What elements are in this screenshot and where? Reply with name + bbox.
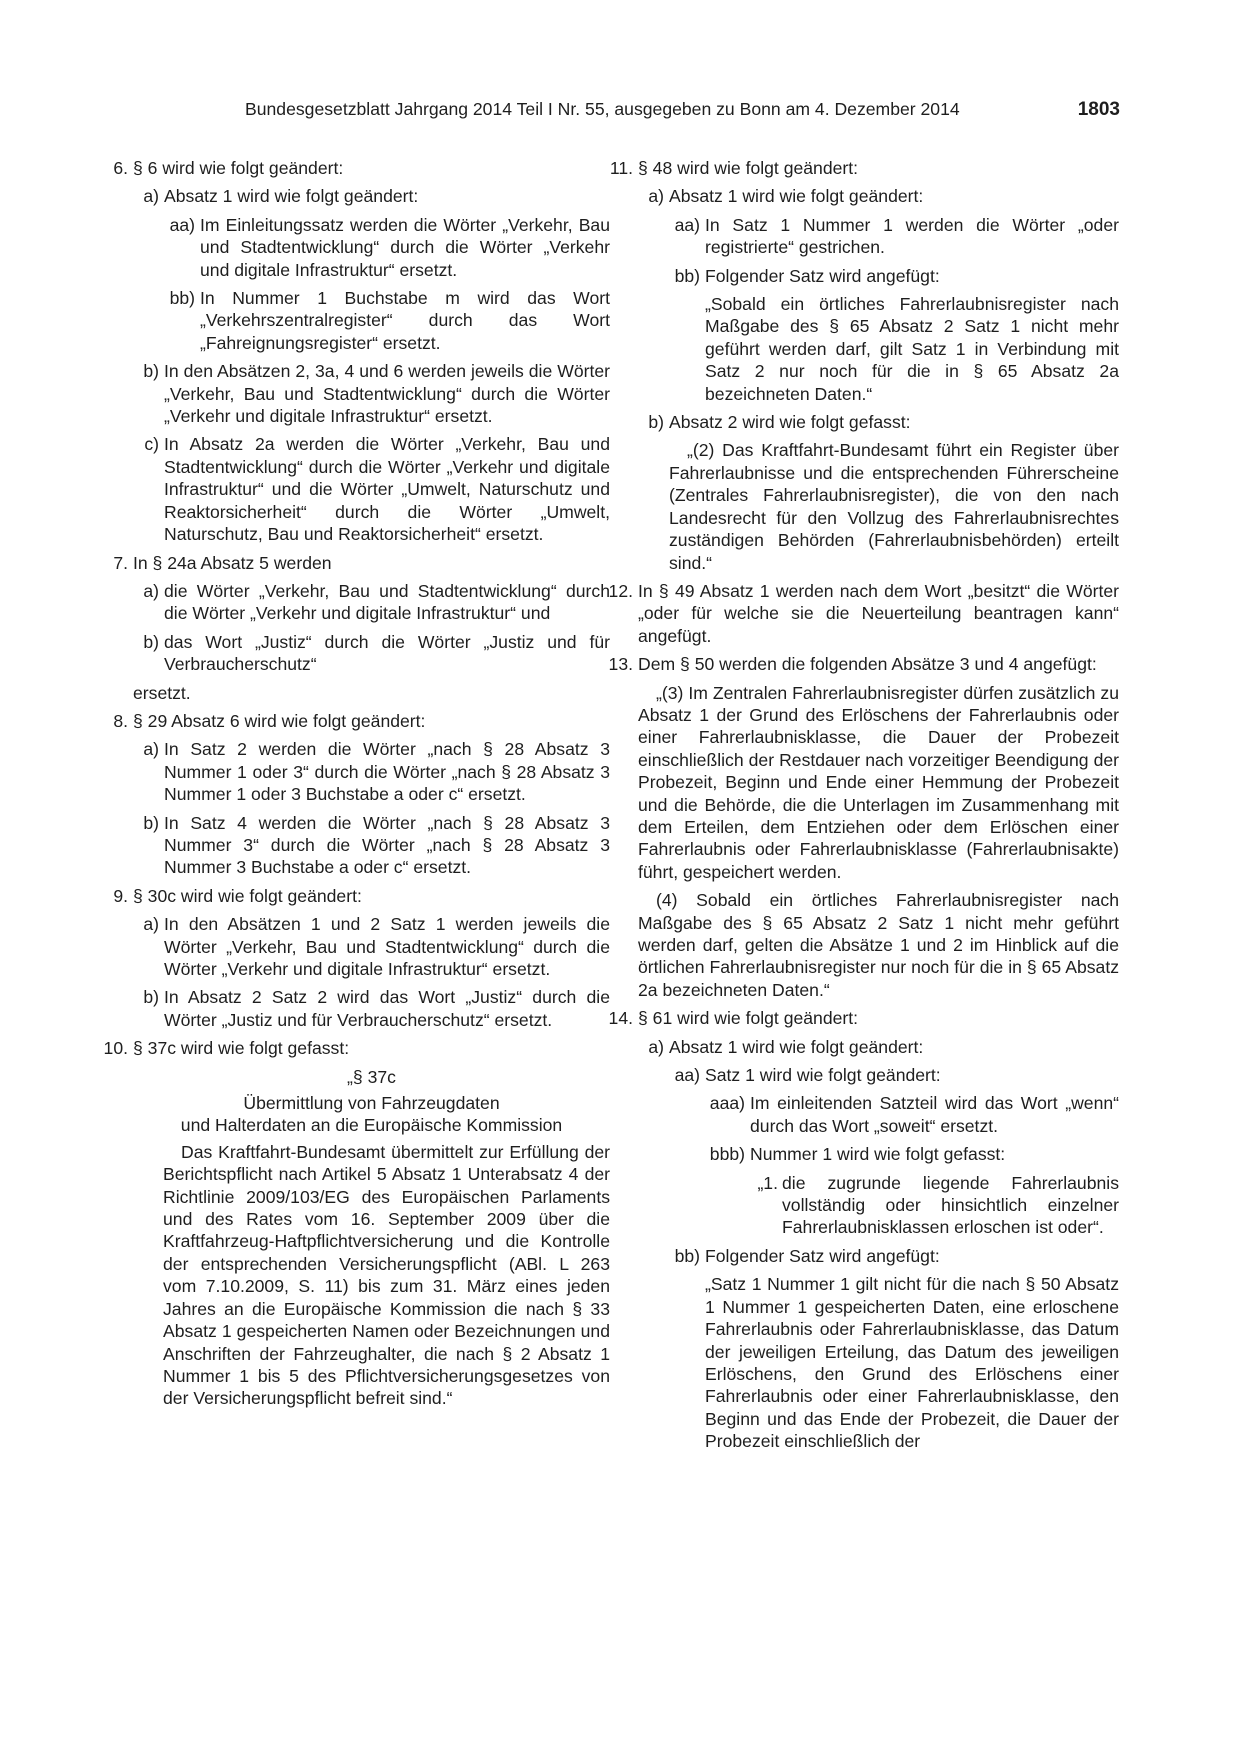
item-text: In § 24a Absatz 5 werden	[133, 552, 332, 573]
section-37c-title-line1: Übermittlung von Fahrzeugdaten	[243, 1093, 500, 1114]
item-11b-quote: „(2) Das Kraftfahrt-Bundesamt führt ein Register über Fahrerlaubnisse und die entsprechenden Führerscheine (Zentrales Fahrerlaubnisregister), die von den nach Landesrecht für den Vollzug des Fahrerlaubnisrechtes zuständigen Behörden (Fahrerlaubnisbehörden) erteilt sind.“	[669, 440, 1119, 573]
item-text: In den Absätzen 1 und 2 Satz 1 werden jeweils die Wörter „Verkehr, Bau und Stadtentwicklung“ durch die Wörter „Verkehr und digitale Infrastruktur“ ersetzt.	[164, 914, 610, 979]
item-number: aa)	[674, 1065, 700, 1086]
item-12	[608, 580, 1119, 647]
item-13	[608, 653, 1119, 675]
item-6a-bb	[164, 287, 610, 354]
item-number: 9.	[113, 885, 128, 906]
section-37c-body: Das Kraftfahrt-Bundesamt übermittelt zur Erfüllung der Berichtspflicht nach Artikel 5 Absatz 1 Unterabsatz 4 der Richtlinie 2009/103/EG des Europäischen Parlaments und des Rates vom 16. September 2009 über die Kraftfahrzeug-Haftpflichtversicherung und die Kontrolle der entsprechenden Versicherungspflicht (ABl. L 263 vom 7.10.2009, S. 11) bis zum 31. März eines jeden Jahres an die Europäische Kommission die nach § 33 Absatz 1 gespeicherten Namen oder Bezeichnungen und Anschriften der Fahrzeughalter, die nach § 2 Absatz 1 Nummer 1 bis 5 des Pflichtversicherungsgesetzes von der Versicherungspflicht befreit sind.“	[163, 1141, 610, 1409]
item-9	[113, 885, 610, 907]
item-text: § 37c wird wie folgt gefasst:	[133, 1038, 350, 1059]
item-8b	[133, 812, 610, 879]
item-6b	[133, 360, 610, 427]
item-11b	[638, 411, 1119, 433]
item-text: die zugrunde liegende Fahrerlaubnis vollständig oder hinsichtlich einzelner Fahrerlaubnisklassen erloschen ist oder“.	[782, 1172, 1119, 1238]
item-13-paragraph-3: „(3) Im Zentralen Fahrerlaubnisregister dürfen zusätzlich zu Absatz 1 der Grund des Erlöschens der Fahrerlaubnis oder einer Fahrerlaubnisklasse, die Dauer der Probezeit einschließlich der Restdauer nach vorzeitiger Beendigung der Probezeit, Beginn und Ende einer Hemmung der Probezeit und die Behörde, die die Unterlagen im Zusammenhang mit dem Erteilen, dem Entziehen oder dem Erlöschen einer Fahrerlaubnis oder Fahrerlaubnisklasse (Fahrerlaubnisakte) führt, gespeichert werden.	[638, 682, 1119, 882]
item-number: b)	[143, 631, 159, 652]
item-14a-aa-sub	[705, 1092, 1119, 1238]
item-text: Absatz 1 wird wie folgt geändert:	[669, 1036, 924, 1057]
item-number: aa)	[169, 214, 195, 235]
item-number: bb)	[674, 1245, 700, 1266]
item-text: In § 49 Absatz 1 werden nach dem Wort „besitzt“ die Wörter „oder für welche sie die Neuerteilung beantragen kann“ angefügt.	[638, 580, 1119, 646]
item-number: a)	[143, 186, 159, 207]
item-14a	[638, 1036, 1119, 1058]
section-37c-heading: „§ 37c	[347, 1066, 396, 1087]
item-text: Absatz 1 wird wie folgt geändert:	[669, 186, 924, 207]
item-text: Folgender Satz wird angefügt:	[705, 1245, 940, 1266]
item-number: b)	[648, 412, 664, 433]
left-column	[103, 157, 610, 1416]
item-6	[113, 157, 610, 179]
item-text: das Wort „Justiz“ durch die Wörter „Justiz und für Verbraucherschutz“	[164, 631, 610, 675]
page-number: 1803	[1077, 99, 1120, 120]
gazette-title: Bundesgesetzblatt Jahrgang 2014 Teil I Nr. 55, ausgegeben zu Bonn am 4. Dezember 2014	[245, 99, 960, 119]
item-number: 11.	[609, 158, 633, 178]
item-14a-sub	[669, 1064, 1119, 1453]
item-text: In Nummer 1 Buchstabe m wird das Wort „Verkehrszentralregister“ durch das Wort „Fahreignungsregister“ ersetzt.	[200, 288, 610, 353]
item-number: aaa)	[709, 1093, 745, 1114]
item-number: a)	[143, 580, 159, 601]
item-number: 14.	[608, 1008, 633, 1029]
right-column	[608, 157, 1119, 1459]
item-number: aa)	[674, 214, 700, 235]
item-number: a)	[143, 739, 159, 760]
item-8	[113, 710, 610, 732]
item-7b	[133, 631, 610, 676]
item-14a-aaa	[705, 1092, 1119, 1137]
item-number: a)	[648, 1036, 664, 1057]
section-37c-title-line2: und Halterdaten an die Europäische Kommission	[180, 1115, 563, 1136]
item-14a-bbb	[705, 1143, 1119, 1165]
item-text: Im einleitenden Satzteil wird das Wort „wenn“ durch das Wort „soweit“ ersetzt.	[750, 1093, 1119, 1136]
item-text: In Satz 4 werden die Wörter „nach § 28 Absatz 3 Nummer 3“ durch die Wörter „nach § 28 Absatz 3 Nummer 3 Buchstabe a oder c“ ersetzt.	[164, 812, 610, 878]
item-number: bb)	[169, 288, 195, 309]
item-text: Dem § 50 werden die folgenden Absätze 3 und 4 angefügt:	[638, 654, 1097, 675]
item-6a-sub	[164, 214, 610, 354]
item-6a-aa	[164, 214, 610, 281]
item-text: § 61 wird wie folgt geändert:	[638, 1008, 859, 1029]
item-7-end: ersetzt.	[133, 682, 191, 703]
item-11	[609, 157, 1119, 179]
item-11a-bb	[669, 265, 1119, 287]
page-header	[245, 98, 1120, 121]
item-9b	[133, 986, 610, 1031]
item-text: Absatz 1 wird wie folgt geändert:	[164, 186, 419, 207]
item-number: 10.	[103, 1038, 128, 1059]
item-10	[103, 1037, 610, 1059]
item-14a-bb	[669, 1245, 1119, 1267]
item-14a-bbb-quote	[750, 1172, 1119, 1239]
item-text: Satz 1 wird wie folgt geändert:	[705, 1065, 941, 1086]
item-14a-aa	[669, 1064, 1119, 1086]
item-number: 7.	[113, 552, 128, 573]
item-text: die Wörter „Verkehr, Bau und Stadtentwicklung“ durch die Wörter „Verkehr und digitale Infrastruktur“ und	[164, 580, 610, 624]
item-number: 12.	[608, 580, 633, 601]
item-number: b)	[143, 987, 159, 1008]
item-text: § 30c wird wie folgt geändert:	[133, 885, 362, 906]
item-text: Nummer 1 wird wie folgt gefasst:	[750, 1144, 1006, 1165]
item-text: Absatz 2 wird wie folgt gefasst:	[669, 412, 911, 433]
item-text: Folgender Satz wird angefügt:	[705, 265, 940, 286]
item-number: bb)	[674, 265, 700, 286]
item-text: In Satz 2 werden die Wörter „nach § 28 Absatz 3 Nummer 1 oder 3“ durch die Wörter „nach § 28 Absatz 3 Nummer 1 oder 3 Buchstabe a oder c“ ersetzt.	[164, 739, 610, 805]
item-number: 8.	[113, 710, 128, 731]
item-number: „1.	[757, 1172, 778, 1193]
item-text: § 6 wird wie folgt geändert:	[133, 158, 344, 178]
item-13-paragraph-4: (4) Sobald ein örtliches Fahrerlaubnisregister nach Maßgabe des § 65 Absatz 2 Satz 1 nicht mehr geführt werden darf, gelten die Absätze 1 und 2 im Hinblick auf die örtlichen Fahrerlaubnisregister nur noch für die in § 65 Absatz 2a bezeichneten Daten.“	[638, 890, 1119, 1000]
item-14	[608, 1007, 1119, 1029]
item-number: a)	[648, 186, 664, 207]
item-11a	[638, 185, 1119, 207]
item-text: In Absatz 2 Satz 2 wird das Wort „Justiz“ durch die Wörter „Justiz und für Verbraucherschutz“ ersetzt.	[164, 987, 610, 1030]
item-number: b)	[143, 361, 159, 382]
item-number: 13.	[608, 654, 633, 675]
item-6a	[133, 185, 610, 207]
item-8a	[133, 738, 610, 805]
item-6c	[133, 433, 610, 545]
item-number: b)	[143, 812, 159, 833]
item-14a-bb-quote: „Satz 1 Nummer 1 gilt nicht für die nach § 50 Absatz 1 Nummer 1 gespeicherten Daten, eine erloschene Fahrerlaubnis oder Fahrerlaubnisklasse, das Datum der jeweiligen Erteilung, das Datum des jeweiligen Erlöschens, den Grund des Erlöschens einer Fahrerlaubnis oder einer Fahrerlaubnisklasse, den Beginn und das Ende der Probezeit, die Dauer der Probezeit einschließlich der	[705, 1274, 1119, 1452]
item-text: § 48 wird wie folgt geändert:	[638, 158, 859, 178]
item-7a	[133, 580, 610, 625]
item-text: Im Einleitungssatz werden die Wörter „Verkehr, Bau und Stadtentwicklung“ durch die Wörter „Verkehr und digitale Infrastruktur“ ersetzt.	[200, 214, 610, 280]
item-number: c)	[144, 434, 159, 455]
item-number: bbb)	[709, 1144, 745, 1165]
item-7	[113, 552, 610, 574]
item-text: In Absatz 2a werden die Wörter „Verkehr, Bau und Stadtentwicklung“ durch die Wörter „Verkehr und digitale Infrastruktur“ und die Wörter „Umwelt, Naturschutz und Reaktorsicherheit“ durch die Wörter „Umwelt, Naturschutz, Bau und Reaktorsicherheit“ ersetzt.	[164, 434, 610, 545]
item-text: In den Absätzen 2, 3a, 4 und 6 werden jeweils die Wörter „Verkehr, Bau und Stadtentwicklung“ durch die Wörter „Verkehr und digitale Infrastruktur“ ersetzt.	[164, 361, 610, 427]
item-11a-aa	[669, 214, 1119, 259]
item-number: 6.	[113, 158, 128, 178]
item-11a-sub	[669, 214, 1119, 405]
item-11a-bb-quote: „Sobald ein örtliches Fahrerlaubnisregister nach Maßgabe des § 65 Absatz 2 Satz 1 nicht mehr geführt werden darf, gilt Satz 1 in Verbindung mit Satz 2 nur noch für die in § 65 Absatz 2a bezeichneten Daten.“	[705, 294, 1119, 404]
item-number: a)	[143, 914, 159, 935]
item-9a	[133, 913, 610, 980]
item-text: § 29 Absatz 6 wird wie folgt geändert:	[133, 710, 426, 731]
item-text: In Satz 1 Nummer 1 werden die Wörter „oder registrierte“ gestrichen.	[705, 214, 1119, 258]
